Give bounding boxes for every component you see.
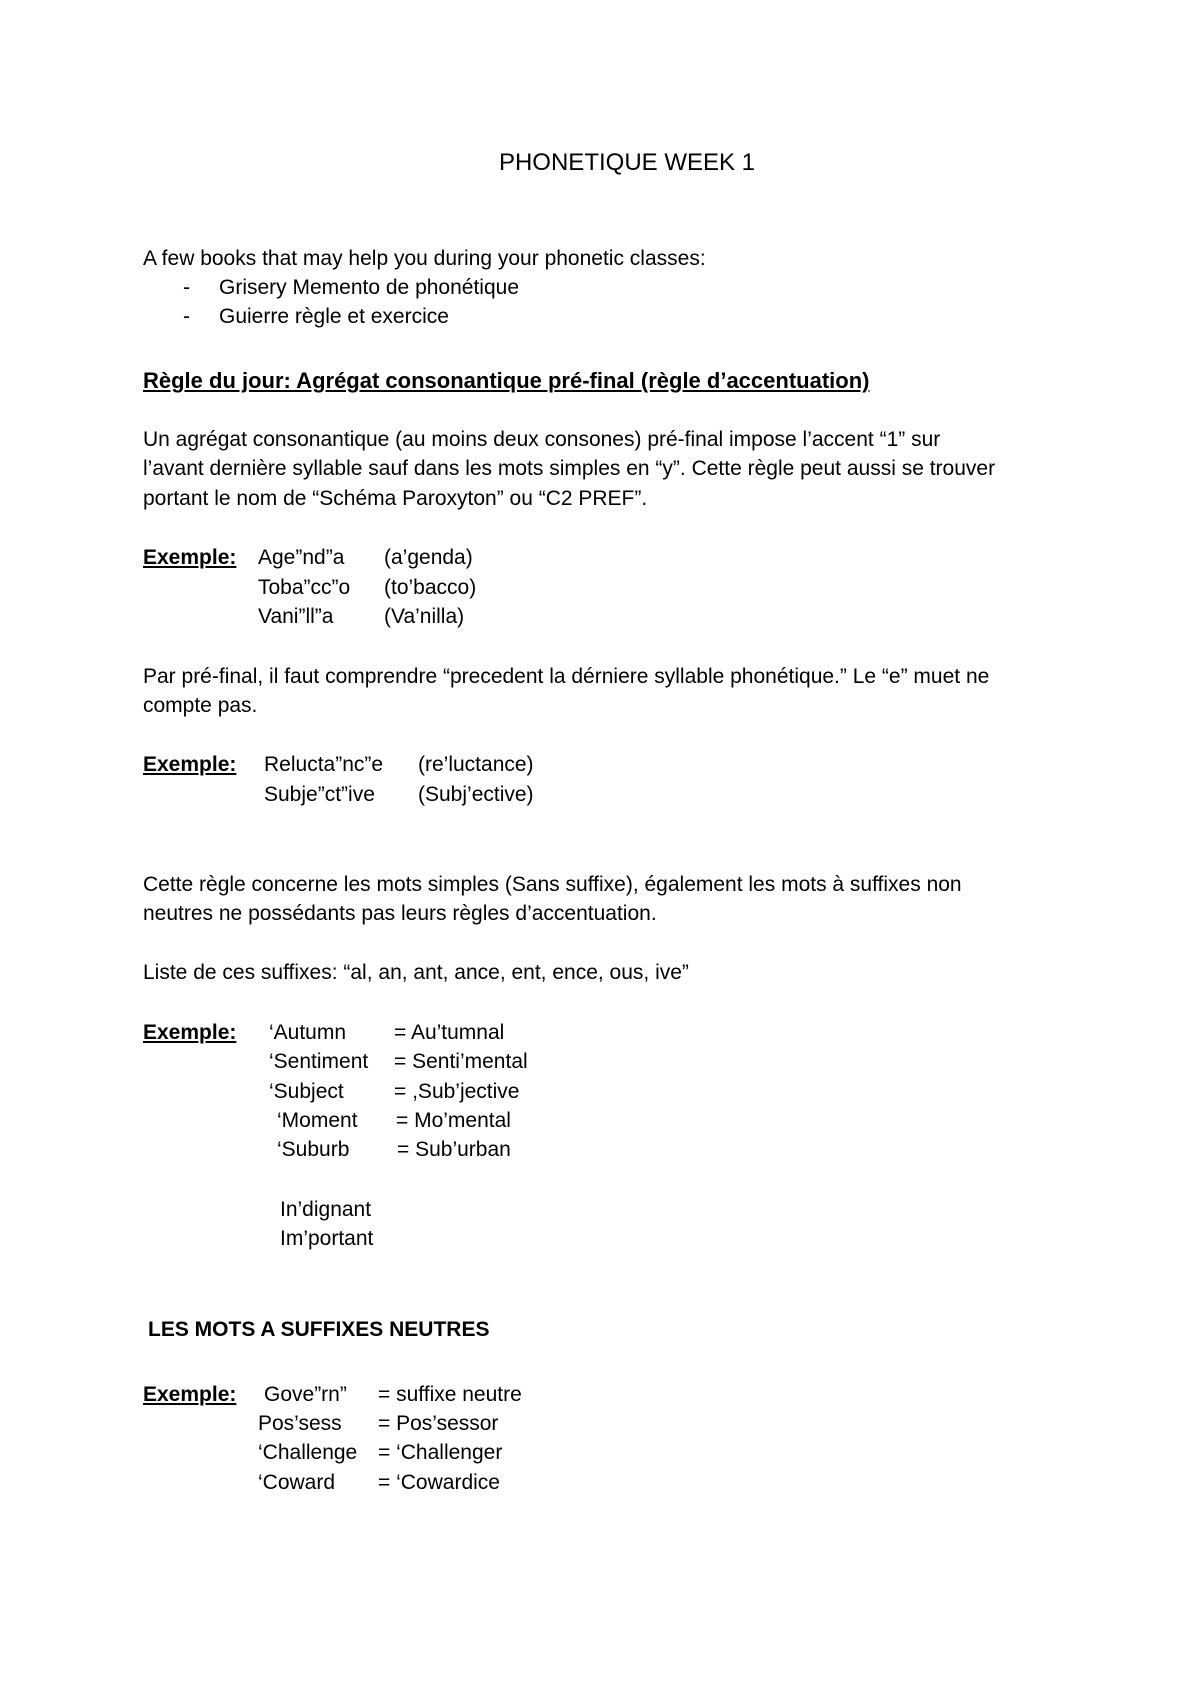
example-word: Subje”ct”ive — [264, 783, 375, 806]
example-word: Gove”rn” — [264, 1383, 347, 1406]
suffix-list: Liste de ces suffixes: “al, an, ant, ance, ent, ence, ous, ive” — [143, 961, 689, 984]
example-gloss: (a’genda) — [384, 546, 473, 569]
example-result: = suffixe neutre — [378, 1383, 522, 1406]
rule-paragraph-line: l’avant dernière syllable sauf dans les mots simples en “y”. Cette règle peut aussi se trouver — [143, 457, 996, 480]
example-extra-word: In’dignant — [280, 1198, 372, 1221]
example-gloss: (Subj’ective) — [418, 783, 534, 806]
rule-paragraph-line: Un agrégat consonantique (au moins deux consones) pré-final impose l’accent “1” sur — [143, 428, 941, 451]
example-label: Exemple: — [143, 546, 237, 569]
rule-paragraph-line: portant le nom de “Schéma Paroxyton” ou “C2 PREF”. — [143, 487, 648, 510]
concern-line: Cette règle concerne les mots simples (Sans suffixe), également les mots à suffixes non — [143, 873, 962, 896]
example-word: ‘Moment — [277, 1109, 358, 1132]
example-extra-word: Im’portant — [280, 1227, 374, 1250]
example-label: Exemple: — [143, 753, 237, 776]
book-list-item — [183, 302, 449, 332]
rule-heading: Règle du jour: Agrégat consonantique pré-final (règle d’accentuation) — [143, 368, 870, 393]
example-result: = Pos’sessor — [378, 1412, 499, 1435]
example-word: Pos’sess — [258, 1412, 342, 1435]
prefinal-line: compte pas. — [143, 694, 258, 717]
example-word: Relucta”nc”e — [264, 753, 384, 776]
concern-line: neutres ne possédants pas leurs règles d’accentuation. — [143, 902, 657, 925]
example-gloss: (re’luctance) — [418, 753, 534, 776]
example-word: ‘Challenge — [258, 1441, 358, 1464]
example-label: Exemple: — [143, 1021, 237, 1044]
example-word: Toba”cc”o — [258, 576, 351, 599]
example-result: = ‘Cowardice — [378, 1471, 500, 1494]
example-result: = ,Sub’jective — [394, 1080, 520, 1103]
book-list-item — [183, 273, 519, 303]
example-result: = Au’tumnal — [394, 1021, 505, 1044]
prefinal-line: Par pré-final, il faut comprendre “precedent la dérniere syllable phonétique.” Le “e” muet ne — [143, 665, 990, 688]
example-word: ‘Suburb — [277, 1138, 350, 1161]
example-label: Exemple: — [143, 1383, 237, 1406]
book-title: Guierre règle et exercice — [219, 305, 449, 328]
example-word: ‘Coward — [258, 1471, 336, 1494]
example-word: Vani”ll”a — [258, 605, 334, 628]
book-title: Grisery Memento de phonétique — [219, 276, 519, 299]
example-result: = ‘Challenger — [378, 1441, 503, 1464]
example-result: = Sub’urban — [397, 1138, 511, 1161]
example-gloss: (Va’nilla) — [384, 605, 465, 628]
page-title: PHONETIQUE WEEK 1 — [498, 149, 756, 176]
example-word: ‘Autumn — [269, 1021, 347, 1044]
example-word: ‘Sentiment — [269, 1050, 369, 1073]
example-result: = Mo’mental — [396, 1109, 511, 1132]
neutral-heading: LES MOTS A SUFFIXES NEUTRES — [148, 1318, 490, 1341]
example-word: ‘Subject — [269, 1080, 344, 1103]
intro-text: A few books that may help you during your phonetic classes: — [143, 247, 706, 270]
example-result: = Senti’mental — [394, 1050, 528, 1073]
example-gloss: (to’bacco) — [384, 576, 477, 599]
bullet-dash: - — [183, 305, 190, 328]
example-word: Age”nd”a — [258, 546, 345, 569]
bullet-dash: - — [183, 276, 190, 299]
